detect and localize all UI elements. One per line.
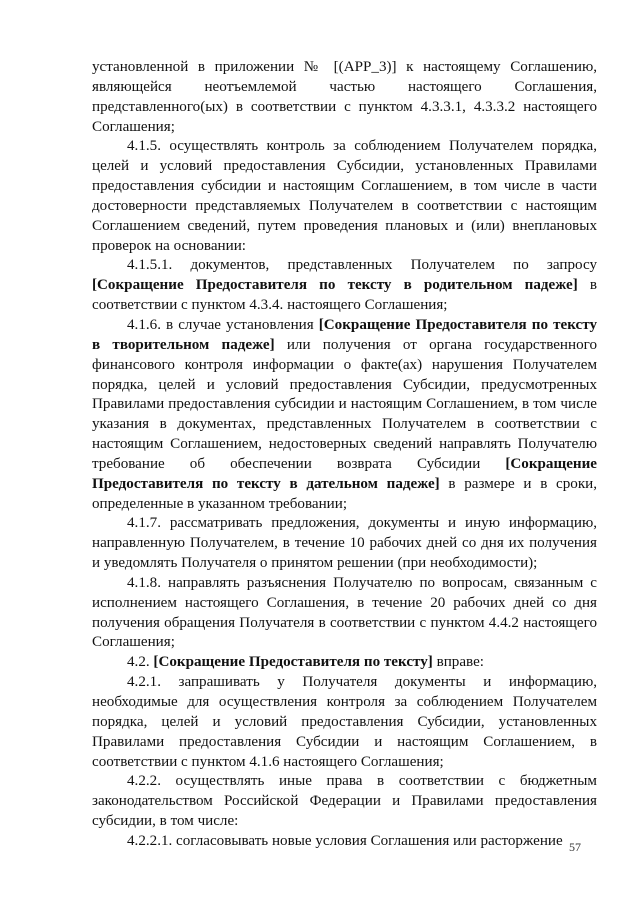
placeholder-bold: [Сокращение Предоставителя по тексту в родительном падеже]	[92, 277, 578, 294]
text-span: 4.1.5.1. документов, представленных Получателем по запросу	[127, 257, 597, 274]
paragraph-4-2-2: 4.2.2. осуществлять иные права в соответствии с бюджетным законодательством Российской Федерации и Правилами предоставления субсидии, в том числе:	[92, 773, 597, 830]
text-span: или получения от органа государственного финансового контроля информации о факте(ах) нарушения Получателем порядка, целей и условий предоставления Субсидии, предусмотренных Правилами предоставления субсидии и настоящим Соглашением, в том числе указания в документах, представленных Получателем в соответствии с настоящим Соглашением, недостоверных сведений направлять Получателю требование об обеспечении возврата Субсидии	[92, 336, 597, 472]
page-number: 57	[569, 840, 581, 854]
placeholder-bold: [Сокращение Предоставителя по тексту]	[153, 654, 433, 671]
text-span: 4.1.6. в случае установления	[127, 316, 319, 333]
text-span: в соответствии с пунктом 4.3.4. настоящего Соглашения;	[92, 277, 597, 314]
paragraph: установленной в приложении № [(APP_3)] к настоящему Соглашению, являющейся неотъемлемой частью настоящего Соглашения, представленного(ых) в соответствии с пунктом 4.3.3.1, 4.3.3.2 настоящего Соглашения;	[92, 59, 597, 135]
paragraph-4-2-2-1: 4.2.2.1. согласовывать новые условия Соглашения или расторжение	[127, 832, 563, 849]
paragraph-4-1-6	[92, 316, 597, 514]
placeholder-bold: [Сокращение Предоставителя по тексту в творительном падеже]	[92, 316, 597, 353]
document-page	[92, 58, 597, 852]
paragraph-4-1-7: 4.1.7. рассматривать предложения, документы и иную информацию, направленную Получателем, в течение 10 рабочих дней со дня их получения и уведомлять Получателя о принятом решении (при необходимости);	[92, 515, 597, 572]
text-span: в размере и в сроки, определенные в указанном требовании;	[92, 475, 598, 512]
placeholder-bold: [Сокращение Предоставителя по тексту в дательном падеже]	[92, 455, 597, 492]
paragraph-4-2	[92, 653, 597, 673]
text-span: 4.2.	[127, 654, 154, 671]
paragraph-4-1-5: 4.1.5. осуществлять контроль за соблюдением Получателем порядка, целей и условий предоставления Субсидии, установленных Правилами предоставления субсидии и настоящим Соглашением, в том числе в части достоверности представляемых Получателем в соответствии с настоящим Соглашением сведений, путем проведения плановых и (или) внеплановых проверок на основании:	[92, 138, 597, 254]
paragraph-4-1-5-1	[92, 256, 597, 316]
text-span: вправе:	[432, 654, 484, 671]
paragraph-4-2-1: 4.2.1. запрашивать у Получателя документы и информацию, необходимые для осуществления контроля за соблюдением Получателем порядка, целей и условий предоставления Субсидии, установленных Правилами предоставления Субсидии и настоящим Соглашением, в соответствии с пунктом 4.1.6 настоящего Соглашения;	[92, 674, 597, 770]
paragraph-4-1-8: 4.1.8. направлять разъяснения Получателю по вопросам, связанным с исполнением настоящего Соглашения, в течение 20 рабочих дней со дня получения обращения Получателя в соответствии с пунктом 4.4.2 настоящего Соглашения;	[92, 574, 597, 651]
